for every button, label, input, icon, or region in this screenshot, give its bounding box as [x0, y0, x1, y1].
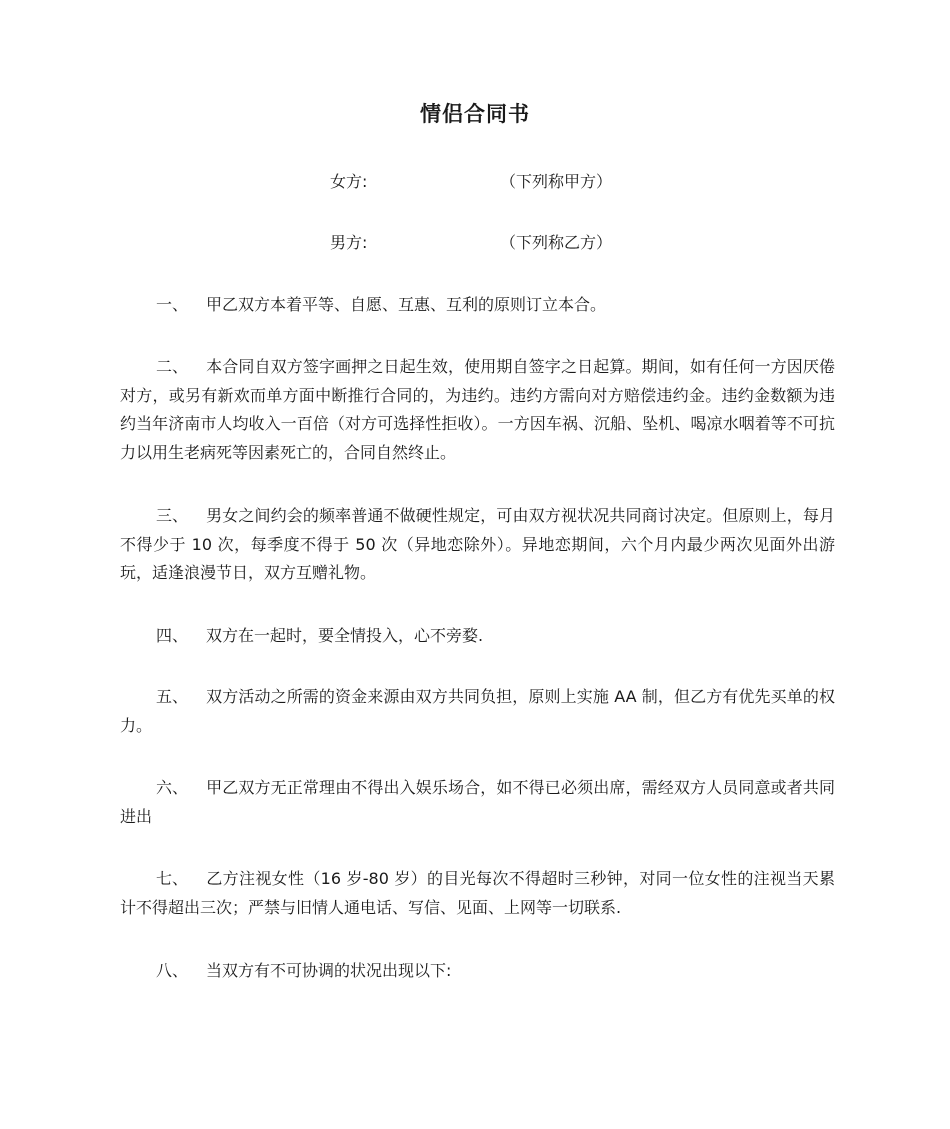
party-male-label: 男方:	[330, 233, 368, 252]
clause-number: 四、	[156, 626, 189, 645]
clause-text: 本合同自双方签字画押之日起生效，使用期自签字之日起算。期间，如有任何一方因厌倦对方，或另有新欢而单方面中断推行合同的，为违约。违约方需向对方赔偿违约金。违约金数额为违约当年济南市人均收入一百倍（对方可选择性拒收）。一方因车祸、沉船、坠机、喝凉水咽着等不可抗力以用生老病死等因素死亡的，合同自然终止。	[120, 357, 835, 462]
clause-number: 三、	[156, 506, 189, 525]
clause-3	[120, 502, 835, 588]
clause-number: 六、	[156, 778, 189, 797]
clause-number: 五、	[156, 687, 189, 706]
party-female-label: 女方:	[330, 172, 368, 191]
clause-text: 乙方注视女性（16 岁-80 岁）的目光每次不得超时三秒钟，对同一位女性的注视当天累计不得超出三次；严禁与旧情人通电话、写信、见面、上网等一切联系.	[120, 869, 835, 917]
clause-text: 双方活动之所需的资金来源由双方共同负担，原则上实施 AA 制，但乙方有优先买单的权力。	[120, 687, 835, 735]
party-female-note: （下列称甲方）	[500, 172, 613, 191]
clause-6	[120, 774, 835, 831]
clause-7	[120, 865, 835, 922]
clause-number: 二、	[156, 357, 189, 376]
party-male	[330, 229, 612, 257]
clause-4	[120, 622, 835, 651]
party-female	[330, 168, 612, 196]
clause-5	[120, 683, 835, 740]
clause-text: 男女之间约会的频率普通不做硬性规定，可由双方视状况共同商讨决定。但原则上，每月不得少于 10 次，每季度不得于 50 次（异地恋除外）。异地恋期间，六个月内最少两次见面外出游玩，适逢浪漫节日，双方互赠礼物。	[120, 506, 835, 582]
clause-number: 一、	[156, 295, 189, 314]
clause-1	[120, 291, 835, 320]
clause-text: 甲乙双方无正常理由不得出入娱乐场合，如不得已必须出席，需经双方人员同意或者共同进出	[120, 778, 835, 826]
clause-8	[120, 957, 835, 986]
party-male-note: （下列称乙方）	[500, 233, 613, 252]
clause-text: 双方在一起时，要全情投入，心不旁婺.	[206, 626, 484, 645]
clause-text: 甲乙双方本着平等、自愿、互惠、互利的原则订立本合。	[206, 295, 607, 314]
clause-text: 当双方有不可协调的状况出现以下:	[206, 961, 452, 980]
clause-number: 七、	[156, 869, 189, 888]
clause-2	[120, 353, 835, 467]
clause-number: 八、	[156, 961, 189, 980]
document-title: 情侣合同书	[420, 102, 530, 126]
